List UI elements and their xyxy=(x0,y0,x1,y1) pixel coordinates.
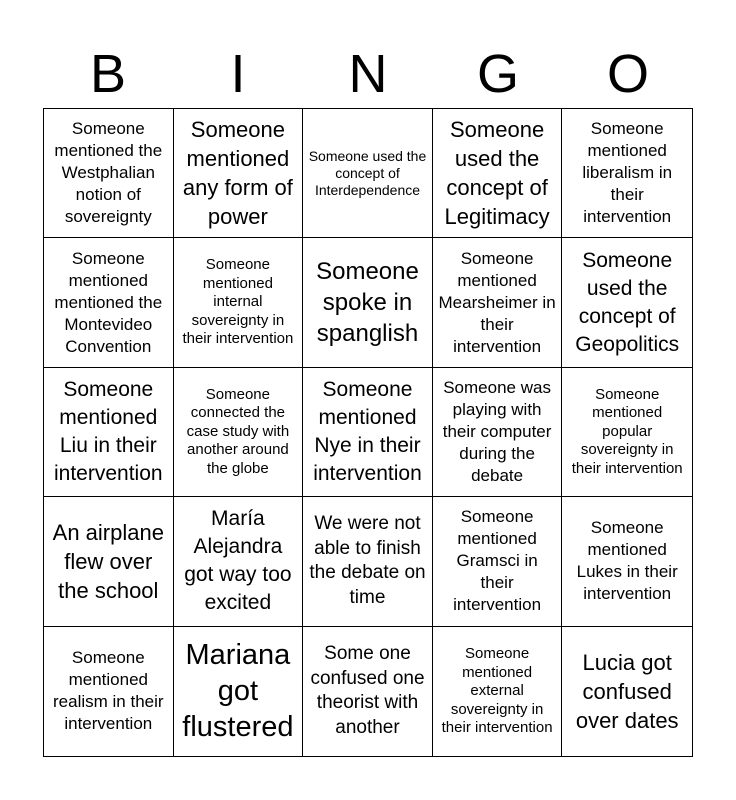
bingo-cell-text: Someone mentioned Mearsheimer in their intervention xyxy=(438,248,556,356)
bingo-cell-r4-c1[interactable] xyxy=(44,497,174,626)
bingo-cell-text: Lucia got confused over dates xyxy=(575,649,679,733)
bingo-cell-r4-c2[interactable] xyxy=(174,497,304,626)
bingo-cell-r1-c2[interactable] xyxy=(174,109,304,238)
bingo-cell-r2-c4[interactable] xyxy=(433,238,563,367)
bingo-cell-text: Someone mentioned Gramsci in their intervention xyxy=(453,507,542,615)
header-letter-o: O xyxy=(606,44,649,104)
header-letter-n: N xyxy=(348,44,388,104)
bingo-cell-r5-c2[interactable] xyxy=(174,627,304,756)
bingo-cell-r3-c3[interactable] xyxy=(303,368,433,497)
bingo-cell-text: María Alejandra got way too excited xyxy=(184,507,292,615)
bingo-cell-r3-c5[interactable] xyxy=(562,368,692,497)
bingo-cell-r3-c2[interactable] xyxy=(174,368,304,497)
bingo-cell-r2-c1[interactable] xyxy=(44,238,174,367)
bingo-cell-r5-c3[interactable] xyxy=(303,627,433,756)
bingo-cell-text: Someone mentioned mentioned the Montevideo Convention xyxy=(54,248,163,356)
bingo-cell-r3-c4[interactable] xyxy=(433,368,563,497)
bingo-cell-text: Someone spoke in spanglish xyxy=(316,258,419,348)
bingo-cell-text: Someone used the concept of Legitimacy xyxy=(444,117,550,230)
bingo-cell-text: Someone mentioned realism in their intervention xyxy=(53,648,164,734)
header-letter-b: B xyxy=(89,44,127,104)
bingo-cell-r5-c4[interactable] xyxy=(433,627,563,756)
bingo-cell-text: Someone mentioned popular sovereignty in their intervention xyxy=(571,385,683,477)
bingo-cell-text: Someone used the concept of Interdependence xyxy=(308,147,427,198)
bingo-cell-text: Someone used the concept of Geopolitics xyxy=(575,248,680,356)
bingo-cell-text: We were not able to finish the debate on time xyxy=(309,513,426,608)
bingo-cell-r5-c5[interactable] xyxy=(562,627,692,756)
bingo-cell-text: Someone was playing with their computer during the debate xyxy=(442,377,552,485)
bingo-cell-r2-c3[interactable] xyxy=(303,238,433,367)
bingo-board xyxy=(43,108,693,757)
header-letter-g: G xyxy=(476,44,519,104)
bingo-cell-text: Someone mentioned Lukes in their intervention xyxy=(576,518,678,604)
bingo-cell-text: Someone mentioned Liu in their intervention xyxy=(54,377,163,485)
bingo-header xyxy=(43,40,693,108)
bingo-cell-text: Someone mentioned the Westphalian notion of sovereignty xyxy=(54,119,163,227)
header-letter-i: I xyxy=(230,44,246,104)
bingo-cell-r1-c1[interactable] xyxy=(44,109,174,238)
bingo-cell-r1-c4[interactable] xyxy=(433,109,563,238)
bingo-cell-text: Someone mentioned Nye in their intervention xyxy=(313,377,422,485)
bingo-cell-text: Someone mentioned any form of power xyxy=(182,117,293,230)
bingo-cell-text: Someone mentioned internal sovereignty in their intervention xyxy=(182,256,294,348)
bingo-cell-r1-c3[interactable] xyxy=(303,109,433,238)
bingo-cell-r4-c5[interactable] xyxy=(562,497,692,626)
bingo-cell-r4-c3[interactable] xyxy=(303,497,433,626)
bingo-cell-r5-c1[interactable] xyxy=(44,627,174,756)
bingo-cell-text: Someone mentioned liberalism in their intervention xyxy=(582,119,673,227)
bingo-cell-text: Some one confused one theorist with another xyxy=(310,643,425,738)
bingo-cell-r2-c5[interactable] xyxy=(562,238,692,367)
bingo-cell-text: Someone connected the case study with another around the globe xyxy=(186,385,290,477)
bingo-cell-text: An airplane flew over the school xyxy=(52,519,164,603)
bingo-cell-r3-c1[interactable] xyxy=(44,368,174,497)
bingo-cell-r4-c4[interactable] xyxy=(433,497,563,626)
bingo-cell-text: Mariana got flustered xyxy=(182,639,294,744)
bingo-cell-r1-c5[interactable] xyxy=(562,109,692,238)
bingo-cell-r2-c2[interactable] xyxy=(174,238,304,367)
bingo-cell-text: Someone mentioned external sovereignty in their intervention xyxy=(441,645,553,737)
